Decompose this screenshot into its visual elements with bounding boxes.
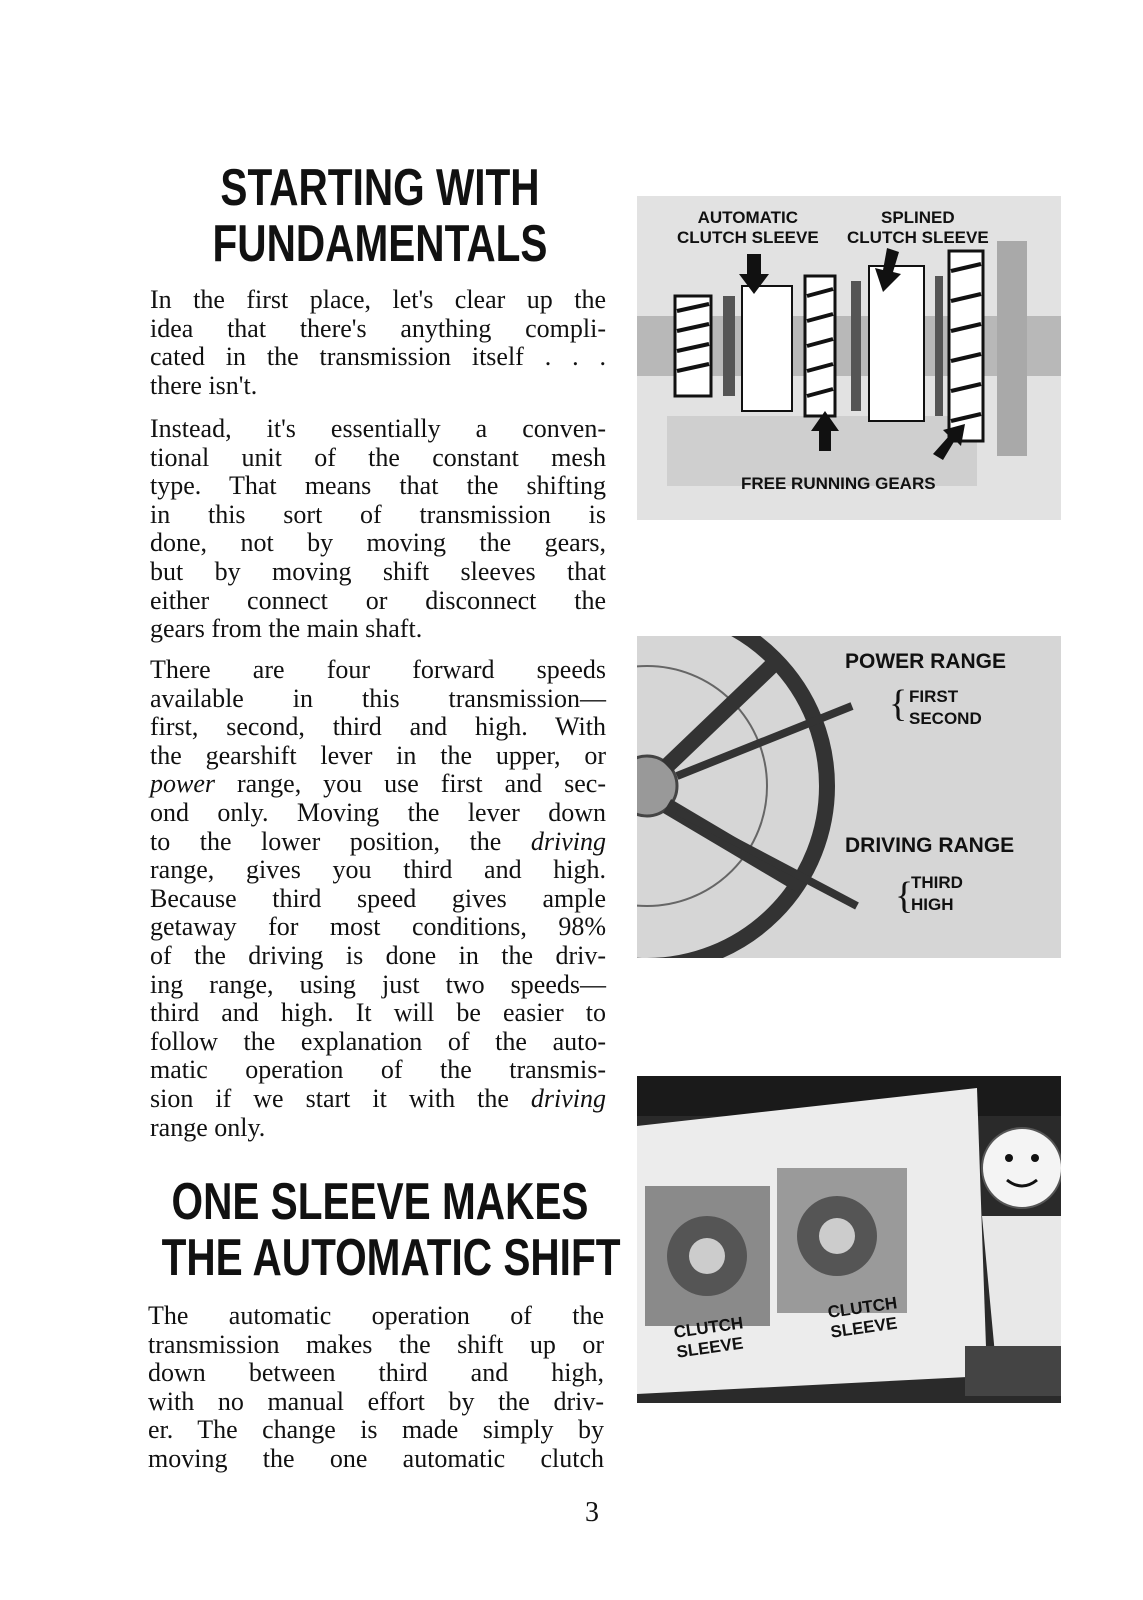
label-line: CLUTCH: [672, 1313, 745, 1342]
label-splined-clutch-sleeve: [847, 208, 989, 248]
text-line: range only.: [150, 1112, 266, 1142]
text-line: transmission makes the shift up or: [148, 1329, 604, 1359]
label-line: CLUTCH SLEEVE: [677, 228, 819, 247]
text-line: sion if we start it with the driving: [150, 1083, 606, 1113]
text-line: ing range, using just two speeds—: [150, 969, 606, 999]
text-line: tional unit of the constant mesh: [150, 442, 606, 472]
text-line: Instead, it's essentially a conven-: [150, 414, 606, 443]
text-line: cated in the transmission itself . . .: [150, 342, 606, 372]
steering-wheel-illustration: [637, 636, 1061, 958]
text-line: available in this transmission—: [150, 683, 606, 713]
driving-range-speeds: [911, 872, 963, 916]
text-line: getaway for most conditions, 98%: [150, 912, 606, 942]
paragraph-2: [150, 415, 606, 644]
text-line: down between third and high,: [148, 1358, 604, 1388]
text-line: in this sort of transmission is: [150, 499, 606, 529]
svg-text:{: {: [889, 683, 908, 725]
speed-third: THIRD: [911, 873, 963, 892]
label-power-range: POWER RANGE: [845, 650, 1007, 673]
heading-line: ONE SLEEVE MAKES: [171, 1173, 589, 1231]
text-line: with no manual effort by the driv-: [148, 1386, 604, 1416]
text-line: either connect or disconnect the: [150, 585, 606, 615]
paragraph-3: [150, 656, 606, 1142]
speed-high: HIGH: [911, 895, 954, 914]
paragraph-1: [150, 286, 606, 400]
text-line: follow the explanation of the auto-: [150, 1026, 606, 1056]
text-line: matic operation of the transmis-: [150, 1055, 606, 1085]
label-free-running-gears: FREE RUNNING GEARS: [741, 474, 936, 493]
power-range-speeds: [909, 686, 982, 730]
section-heading-one-sleeve: [100, 1174, 660, 1286]
page-number: 3: [585, 1497, 599, 1528]
heading-line: THE AUTOMATIC SHIFT: [161, 1229, 621, 1287]
speed-first: FIRST: [909, 687, 959, 706]
section-heading-fundamentals: [100, 160, 660, 272]
heading-line: FUNDAMENTALS: [212, 215, 548, 273]
label-line: AUTOMATIC: [697, 208, 799, 227]
figure-transmission-gears: [637, 196, 1061, 520]
speed-second: SECOND: [909, 709, 982, 728]
paragraph-4: [148, 1302, 604, 1474]
text-line: The automatic operation of the: [148, 1301, 604, 1330]
text-line: idea that there's anything compli-: [150, 313, 606, 343]
text-line: the gearshift lever in the upper, or: [150, 740, 606, 770]
heading-line: STARTING WITH: [220, 159, 540, 217]
figure-steering-ranges: [637, 636, 1061, 958]
label-line: CLUTCH SLEEVE: [847, 228, 989, 247]
text-line: there isn't.: [150, 370, 258, 400]
text-line: er. The change is made simply by: [148, 1415, 604, 1445]
text-line: gears from the main shaft.: [150, 614, 423, 644]
text-line: ond only. Moving the lever down: [150, 797, 606, 827]
label-driving-range: DRIVING RANGE: [845, 834, 1015, 857]
mascot-head: [982, 1128, 1061, 1208]
text-line: power range, you use first and sec-: [150, 769, 606, 799]
text-line: but by moving shift sleeves that: [150, 556, 606, 586]
label-line: SLEEVE: [675, 1333, 745, 1362]
text-line: In the first place, let's clear up the: [150, 285, 606, 314]
text-line: range, gives you third and high.: [150, 855, 606, 885]
text-line: to the lower position, the driving: [150, 826, 606, 856]
figure-clutch-sleeve-photo: [637, 1076, 1061, 1403]
text-line: third and high. It will be easier to: [150, 998, 606, 1028]
text-line: done, not by moving the gears,: [150, 528, 606, 558]
label-line: SPLINED: [881, 208, 955, 227]
text-line: type. That means that the shifting: [150, 471, 606, 501]
svg-text:{: {: [895, 875, 914, 917]
text-line: There are four forward speeds: [150, 655, 606, 684]
label-line: SLEEVE: [829, 1313, 899, 1342]
label-automatic-clutch-sleeve: [677, 208, 819, 248]
text-line: moving the one automatic clutch: [148, 1443, 604, 1473]
text-line: Because third speed gives ample: [150, 883, 606, 913]
label-line: CLUTCH: [826, 1293, 899, 1322]
text-line: of the driving is done in the driv-: [150, 940, 606, 970]
text-line: first, second, third and high. With: [150, 712, 606, 742]
